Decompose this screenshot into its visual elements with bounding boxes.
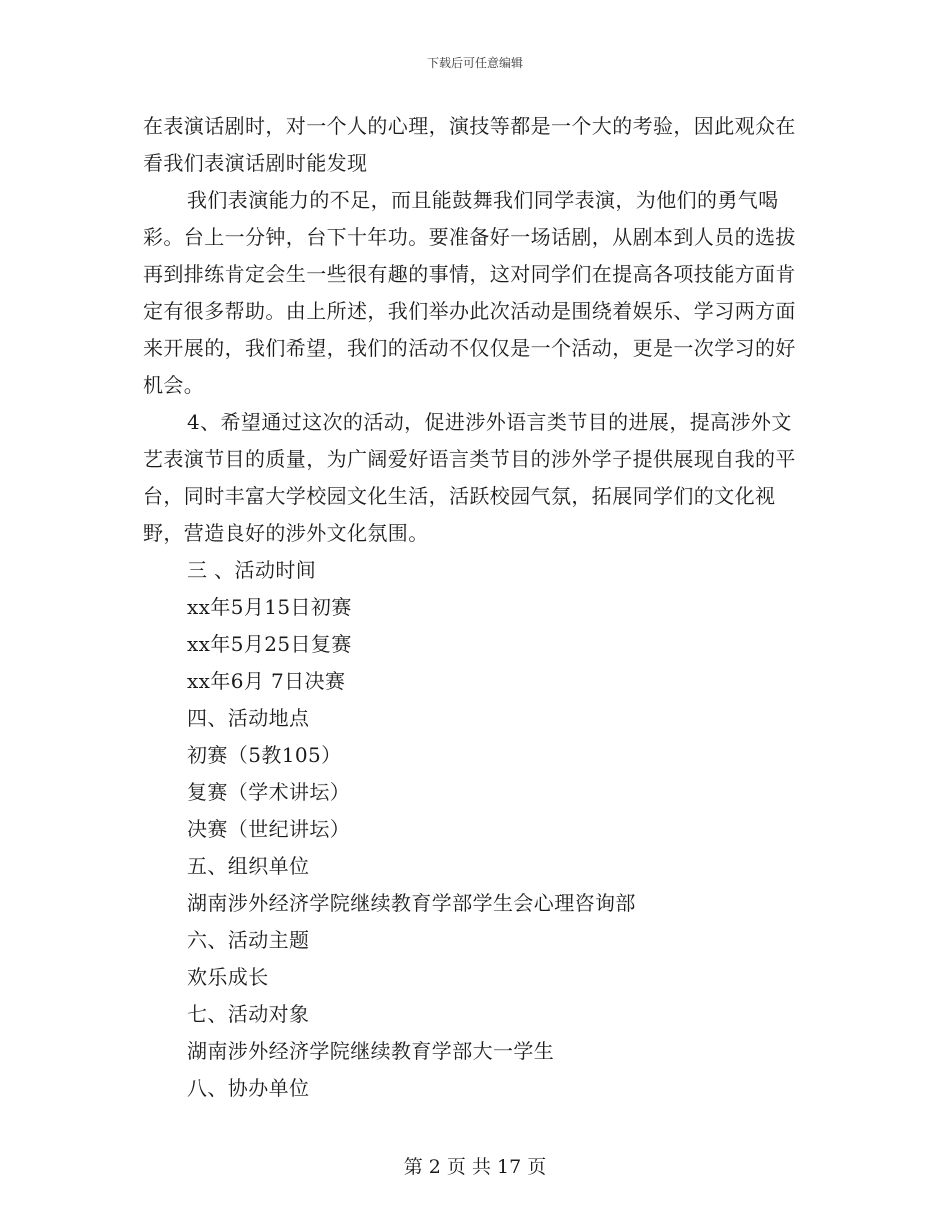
- list-item: 复赛（学术讲坛）: [187, 780, 351, 804]
- list-item: 决赛（世纪讲坛）: [187, 817, 351, 841]
- paragraph: 在表演话剧时，对一个人的心理，演技等都是一个大的考验，因此观众在看我们表演话剧时能发现: [143, 114, 796, 175]
- list-item: 湖南涉外经济学院继续教育学部大一学生: [187, 1039, 555, 1063]
- page-header: 下载后可任意编辑: [426, 56, 523, 70]
- list-item: xx年6月 7日决赛: [187, 669, 346, 693]
- section-heading-location: 四、活动地点: [187, 706, 310, 730]
- list-item: xx年5月25日复赛: [187, 632, 352, 656]
- list-item: 初赛（5教105）: [187, 743, 342, 767]
- paragraph: 我们表演能力的不足，而且能鼓舞我们同学表演，为他们的勇气喝彩。台上一分钟，台下十年功。要准备好一场话剧，从剧本到人员的选拔再到排练肯定会生一些很有趣的事情，这对同学们在提高各项技能方面肯定有很多帮助。由上所述，我们举办此次活动是围绕着娱乐、学习两方面来开展的，我们希望，我们的活动不仅仅是一个活动，更是一次学习的好机会。: [143, 188, 796, 397]
- section-heading-time: 三 、活动时间: [187, 558, 317, 582]
- list-item: 湖南涉外经济学院继续教育学部学生会心理咨询部: [187, 891, 636, 915]
- section-heading-co-organizer: 八、协办单位: [187, 1076, 310, 1100]
- paragraph: 4、希望通过这次的活动，促进涉外语言类节目的进展，提高涉外文艺表演节目的质量，为广阔爱好语言类节目的涉外学子提供展现自我的平台，同时丰富大学校园文化生活，活跃校园气氛，拓展同学们的文化视野，营造良好的涉外文化氛围。: [143, 410, 796, 545]
- list-item: 欢乐成长: [187, 965, 269, 989]
- section-heading-audience: 七、活动对象: [187, 1002, 310, 1026]
- document-body: [143, 108, 811, 1107]
- page-number: 第 2 页 共 17 页: [403, 1156, 547, 1178]
- list-item: xx年5月15日初赛: [187, 595, 352, 619]
- section-heading-theme: 六、活动主题: [187, 928, 310, 952]
- section-heading-organizer: 五、组织单位: [187, 854, 310, 878]
